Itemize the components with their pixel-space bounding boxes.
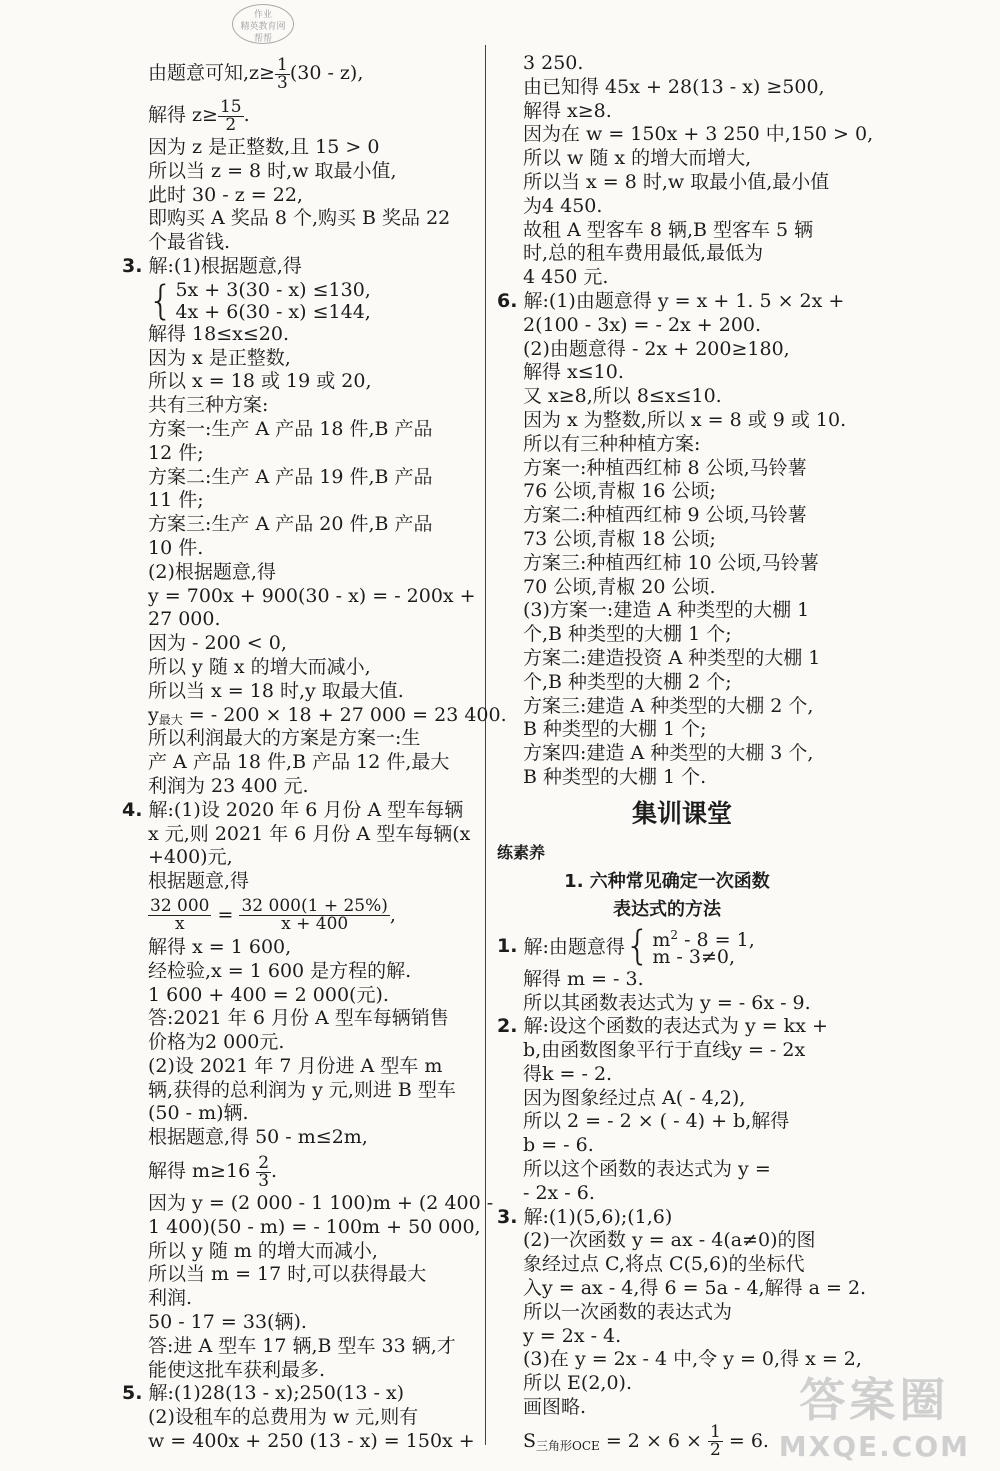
text-line: y = 700x + 900(30 - x) = - 200x + [148,584,476,607]
text-line: (2)一次函数 y = ax - 4(a≠0)的图 [523,1229,816,1252]
text-line: 1 400)(50 - m) = - 100m + 50 000, [148,1215,481,1238]
text-line: 得k = - 2. [523,1062,613,1085]
text-line: 方案二:建造投资 A 种类型的大棚 1 [523,646,821,669]
text-line: 为4 450. [523,194,603,217]
text-line: 所以当 x = 8 时,w 取最小值,最小值 [523,170,830,193]
text-line: 解得 z≥ $\frac{15}{2}$ . [148,96,250,135]
question-4-head: 4. 解:(1)设 2020 年 6 月份 A 型车每辆 [122,798,464,821]
text-line: 方案一:生产 A 产品 18 件,B 产品 [148,417,433,440]
text-line: 所以当 z = 8 时,w 取最小值, [148,159,397,182]
text-line: B 种类型的大棚 1 个; [523,718,707,741]
text-line: 个最省钱. [148,231,231,254]
text-line: 解得 m = - 3. [523,967,644,990]
equation-line: $\frac{32 000}{x}$ = $\frac{32 000(1 + 25\%)}{x + 400}$ , [150,896,396,935]
fraction: $\frac{1}{3}$ [276,54,288,93]
text-line: 解得 x≤10. [523,361,624,384]
text-line: 所以 x = 18 或 19 或 20, [148,370,372,393]
text-line: y = 2x - 4. [523,1324,622,1347]
text-line: 所以 y 随 m 的增大而减小, [148,1239,378,1262]
text-line: B 种类型的大棚 1 个. [523,765,707,788]
text-line: 所以 w 随 x 的增大而增大, [523,147,752,170]
text-line: 入y = ax - 4,得 6 = 5a - 4,解得 a = 2. [523,1277,867,1300]
text-line: (2)由题意得 - 2x + 200≥180, [523,337,790,360]
text-line: 2(100 - 3x) = - 2x + 200. [523,313,762,336]
text-line: 76 公顷,青椒 16 公顷; [523,480,716,503]
problem-3-head: 3. 解:(1)(5,6);(1,6) [497,1205,673,1228]
inequality-system: { 5x + 3(30 - x) ≤130, 4x + 6(30 - x) ≤144, [148,277,371,324]
fraction: $\frac{15}{2}$ [219,96,242,135]
text-line: 利润. [148,1287,193,1310]
problem-1-head: 1. 解:由题意得 { $m^2 - 8 = 1$, m - 3≠0, [497,922,755,969]
text-line: 由题意可知,z≥ $\frac{1}{3}$ (30 - z), [148,54,364,93]
text-line: 方案三:建造 A 种类型的大棚 2 个, [523,694,814,717]
left-column [122,52,507,1454]
text-line: 个,B 种类型的大棚 1 个; [523,623,732,646]
text-line: 10 件. [148,536,204,559]
text-line: +400)元, [148,846,233,869]
text-line: (2)设租车的总费用为 w 元,则有 [148,1406,419,1429]
fraction: $\frac{32 000(1 + 25\%)}{x + 400}$ [241,896,388,935]
text-line: 3 250. [523,52,584,74]
text-line: 方案二:种植西红柿 9 公顷,马铃薯 [523,504,807,527]
text-line: 方案一:种植西红柿 8 公顷,马铃薯 [523,456,807,479]
text-line: 由已知得 45x + 28(13 - x) ≥500, [523,75,825,98]
text-line: 解得 18≤x≤20. [148,322,289,345]
text-line: 所以这个函数的表达式为 y = [523,1158,771,1181]
text-line: 所以当 x = 18 时,y 取最大值. [148,679,404,702]
text-line: 因为 x 是正整数, [148,346,291,369]
question-3-head: 3. 解:(1)根据题意,得 [122,254,302,277]
text-line: 所以其函数表达式为 y = - 6x - 9. [523,991,811,1014]
text-line: b = - 6. [523,1134,594,1157]
text-line: 方案三:种植西红柿 10 公顷,马铃薯 [523,551,819,574]
text-line: 故租 A 型客车 8 辆,B 型客车 5 辆 [523,218,814,241]
sub-label: 练素养 [497,842,546,862]
text-line: 因为 z 是正整数,且 15 > 0 [148,136,380,158]
fraction: $\frac{32 000}{x}$ [150,896,210,935]
text-line: 11 件; [148,489,204,512]
topic-title: 1. 六种常见确定一次函数 [564,870,770,892]
text-line: 利润为 23 400 元. [148,774,309,797]
text-line: 能使这批车获利最多. [148,1358,326,1381]
text-line: 共有三种方案: [148,394,269,417]
text-line: 方案四:建造 A 种类型的大棚 3 个, [523,742,814,765]
text-line: 因为 y = (2 000 - 1 100)m + (2 400 - [148,1192,494,1215]
text-line: 象经过点 C,将点 C(5,6)的坐标代 [523,1253,805,1276]
text-line: - 2x - 6. [523,1181,595,1204]
text-line: 因为 x 为整数,所以 x = 8 或 9 或 10. [523,408,847,431]
text-line: b,由函数图象平行于直线y = - 2x [523,1039,806,1062]
text-line: 12 件; [148,441,204,464]
text-line: 27 000. [148,608,221,631]
text-line: 所以 y 随 x 的增大而减小, [148,655,371,678]
text-line: w = 400x + 250 (13 - x) = 150x + [148,1430,475,1453]
text-line: $y_{最大}$ = - 200 × 18 + 27 000 = 23 400. [148,703,507,727]
text-line: 解得 x = 1 600, [148,935,292,958]
right-column [497,52,874,1462]
text-line: 辆,获得的总利润为 y 元,则进 B 型车 [148,1078,456,1101]
text-line: 答:进 A 型车 17 辆,B 型车 33 辆,才 [148,1334,456,1357]
text-line: 所以当 m = 17 时,可以获得最大 [148,1263,427,1286]
text-line: 因为 - 200 < 0, [148,632,287,655]
text-line: 又 x≥8,所以 8≤x≤10. [523,385,722,408]
text-line: 根据题意,得 50 - m≤2m, [148,1126,368,1149]
fraction: $\frac{2}{3}$ [258,1152,270,1191]
column-divider [485,45,486,1445]
question-5-head: 5. 解:(1)28(13 - x);250(13 - x) [122,1382,405,1405]
section-title: 集训课堂 [631,798,732,828]
text-line: 画图略. [523,1396,587,1419]
text-line: 价格为2 000元. [148,1031,285,1054]
text-line: 50 - 17 = 33(辆). [148,1311,307,1334]
text-line: 解得 m≥16 $\frac{2}{3}$ . [148,1152,278,1191]
text-line: 70 公顷,青椒 20 公顷. [523,575,716,598]
text-line: 所以一次函数的表达式为 [523,1300,733,1323]
text-line: 个,B 种类型的大棚 2 个; [523,670,732,693]
text-line: 根据题意,得 [148,870,250,893]
text-line: x 元,则 2021 年 6 月份 A 型车每辆(x [148,822,471,845]
text-line: 73 公顷,青椒 18 公顷; [523,527,716,550]
text-line: 因为在 w = 150x + 3 250 中,150 > 0, [523,123,874,146]
text-line: 所以利润最大的方案是方案一:生 [148,727,421,750]
topic-title: 表达式的方法 [613,898,721,920]
text-line: 所以有三种种植方案: [523,432,701,455]
text-line: 方案二:生产 A 产品 19 件,B 产品 [148,465,433,488]
problem-2-head: 2. 解:设这个函数的表达式为 y = kx + [497,1015,828,1038]
text-line: 4 450 元. [523,266,609,289]
text-line: 所以 E(2,0). [523,1372,632,1395]
watermark: 答案圈 MXQE.COM [778,1373,970,1463]
text-line: (50 - m)辆. [148,1102,249,1125]
text-line: $S_{三角形OCE} = 2 \times 6$ × $\frac{1}{2}$ = 6. [523,1422,769,1461]
text-line: 产 A 产品 18 件,B 产品 12 件,最大 [148,751,450,774]
question-6-head: 6. 解:(1)由题意得 y = x + 1. 5 × 2x + [497,289,845,312]
text-line: 时,总的租车费用最低,最低为 [523,242,764,265]
logo-stamp: 作业 精英教育网 帮帮 [232,4,294,44]
text-line: (3)方案一:建造 A 种类型的大棚 1 [523,599,810,622]
text-line: 此时 30 - z = 22, [148,183,303,206]
text-line: 方案三:生产 A 产品 20 件,B 产品 [148,513,433,536]
text-line: (2)根据题意,得 [148,560,276,583]
fraction: $\frac{1}{2}$ [710,1422,721,1461]
text-line: 即购买 A 奖品 8 个,购买 B 奖品 22 [148,207,451,230]
text-line: 所以 2 = - 2 × ( - 4) + b,解得 [523,1110,790,1133]
text-line: 答:2021 年 6 月份 A 型车每辆销售 [148,1007,449,1030]
text-line: 1 600 + 400 = 2 000(元). [148,983,389,1006]
text-line: (2)设 2021 年 7 月份进 A 型车 m [148,1054,443,1077]
text-line: 经检验,x = 1 600 是方程的解. [148,959,412,982]
text-line: (3)在 y = 2x - 4 中,令 y = 0,得 x = 2, [523,1348,862,1371]
text-line: 解得 x≥8. [523,99,612,122]
text-line: 因为图象经过点 A( - 4,2), [523,1086,746,1109]
